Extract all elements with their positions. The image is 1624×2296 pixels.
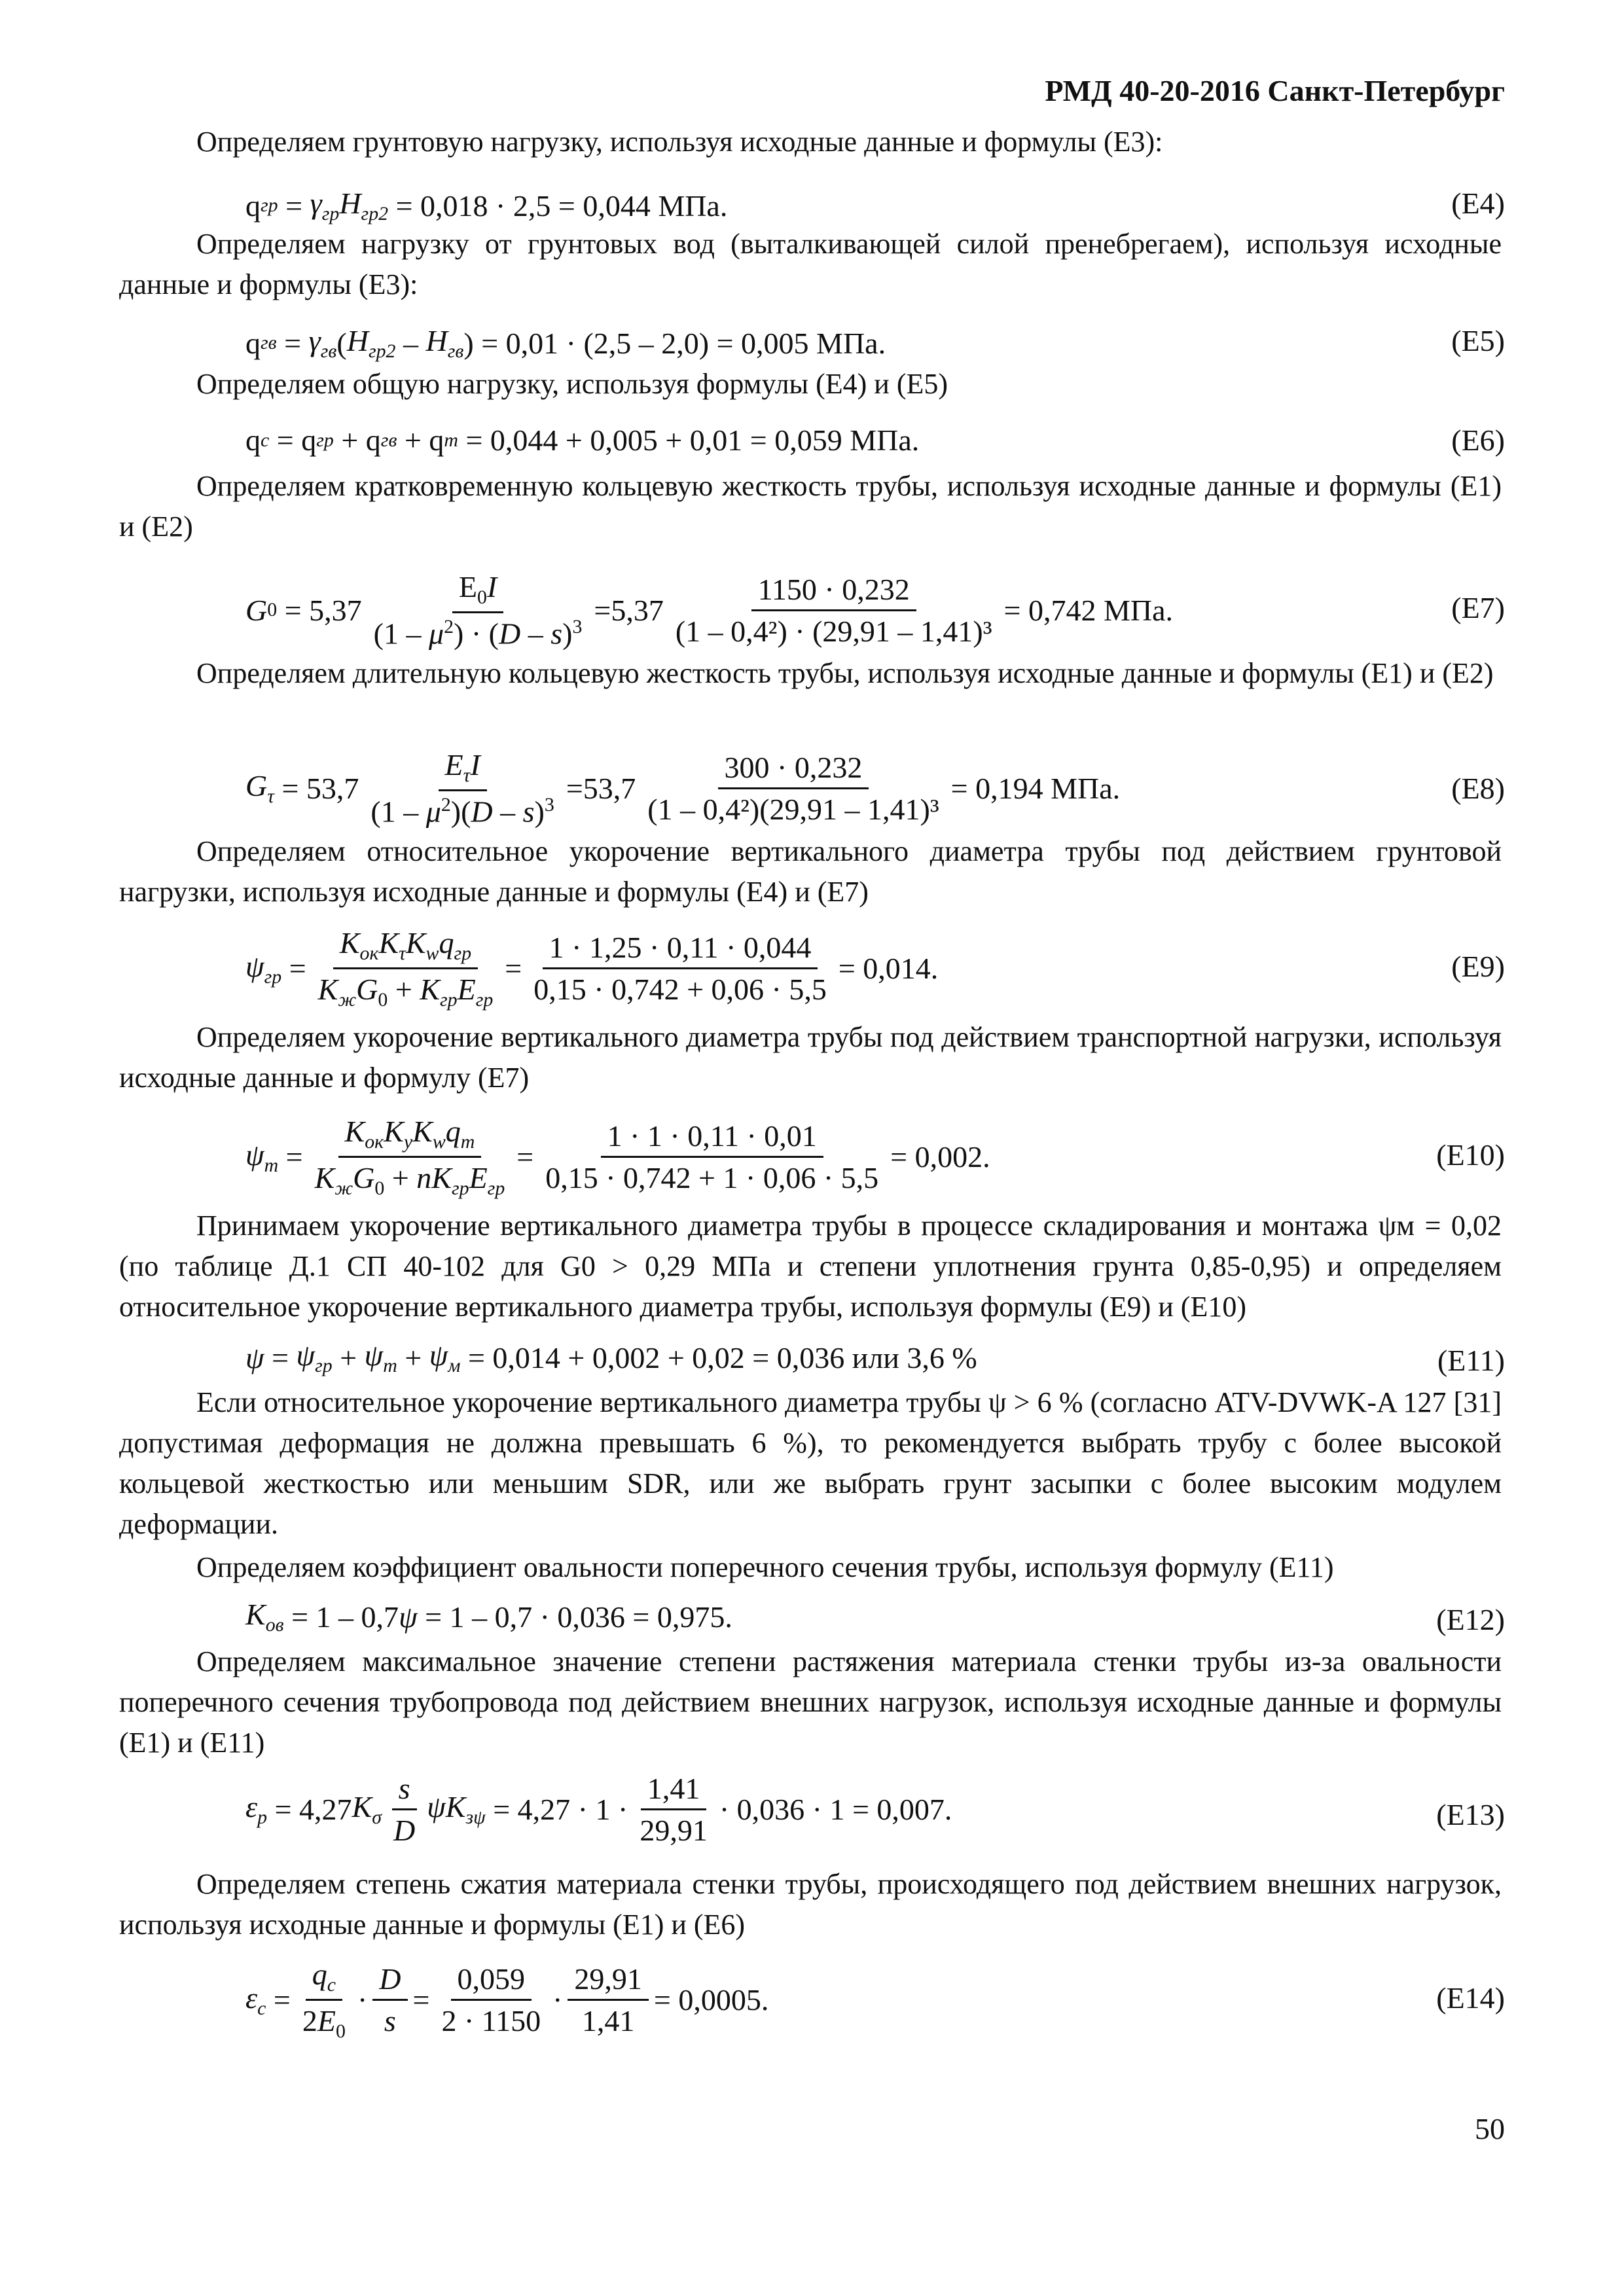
paragraph: Определяем кратковременную кольцевую жесткость трубы, используя исходные данные и формулы (Е1) и (Е2) bbox=[119, 470, 1502, 543]
equation-number: (Е12) bbox=[1436, 1603, 1505, 1636]
coefficient: 53,7 bbox=[583, 771, 636, 805]
paragraph: Принимаем укорочение вертикального диаметра трубы в процессе складирования и монтажа ψм = 0,02 (по таблице Д.1 СП 40-102 для G0 > 0,29 МПа и степени уплотнения грунта 0,85-0,95) и определяем относительное укорочение вертикального диаметра трубы, используя формулы (Е9) и (Е10) bbox=[119, 1210, 1502, 1323]
equation-number: (Е13) bbox=[1436, 1798, 1505, 1831]
equation-body: G 0 = 5,37 $\frac{E_0I}{(1 - \mu^2) \cdot (D - s)^3}$ = 5,37 $\frac{1150 \cdot 0,232}{\text{(1 – 0,4²) · (29,91 – 1,41)³}}$ = 0,742 МПа. bbox=[245, 570, 1174, 651]
equation-result: = 0,194 МПа. bbox=[950, 771, 1121, 805]
fraction: $\frac{1150 \cdot 0,232}{\text{(1 – 0,4²) · (29,91 – 1,41)³}}$ bbox=[675, 572, 992, 648]
equation-number: (Е10) bbox=[1436, 1138, 1505, 1172]
paragraph: Определяем относительное укорочение вертикального диаметра трубы под действием грунтовой нагрузки, используя исходные данные и формулы (Е4) и (Е7) bbox=[119, 835, 1502, 908]
paragraph: Определяем грунтовую нагрузку, используя исходные данные и формулы (Е3): bbox=[196, 126, 1163, 158]
paragraph: Определяем максимальное значение степени растяжения материала стенки трубы из-за овальности поперечного сечения трубопровода под действием внешних нагрузок, используя исходные данные и формулы (Е1) и (Е11) bbox=[119, 1645, 1502, 1759]
equation-result: = 0,014. bbox=[838, 952, 939, 986]
equation-number: (Е5) bbox=[1451, 324, 1505, 357]
page-number: 50 bbox=[1475, 2112, 1505, 2145]
paragraph: Определяем укорочение вертикального диаметра трубы под действием транспортной нагрузки, используя исходные данные и формулу (Е7) bbox=[119, 1021, 1502, 1094]
paragraph: Определяем общую нагрузку, используя формулы (Е4) и (Е5) bbox=[196, 368, 948, 400]
equation-result: · 0,036 · 1 = 0,007. bbox=[719, 1793, 952, 1826]
fraction: $\frac{300 \cdot 0,232}{\text{(1 – 0,4²)(29,91 – 1,41)³}}$ bbox=[647, 750, 939, 826]
fraction: $\frac{E_\tau I}{(1 - \mu^2)(D - s)^3}$ bbox=[370, 748, 554, 829]
paragraph: Если относительное укорочение вертикального диаметра трубы ψ > 6 % (согласно ATV-DVWK-A 127 [31] допустимая деформация не должна превышать 6 %), то рекомендуется выбрать трубу с более высокой кольцевой жесткостью или меньшим SDR, или же выбрать грунт засыпки с более высоким модулем деформации. bbox=[119, 1386, 1502, 1540]
equation-body: $\psi_т$ = $\frac{K_{ок}K_уK_wq_т}{K_жG_0 + nK_{гр}E_{гр}}$ = $\frac{1 \cdot 1 \cdot 0,11 \cdot 0,01}{0,15 \cdot 0,742 + 1 \cdot 0,06 \cdot 5,5}$ = 0,002. bbox=[245, 1115, 990, 1200]
fraction: $\frac{1 \cdot 1 \cdot 0,11 \cdot 0,01}{0,15 \cdot 0,742 + 1 \cdot 0,06 \cdot 5,5}$ bbox=[545, 1119, 879, 1195]
fraction: $\frac{s}{D}$ bbox=[387, 1771, 422, 1848]
equation-number: (Е6) bbox=[1451, 423, 1505, 457]
coefficient: 5,37 bbox=[611, 593, 664, 627]
equation-body: $K_{ов}$ = 1 – 0,7 ψ = 1 – 0,7 · 0,036 = 0,975. bbox=[245, 1598, 732, 1636]
fraction: $\frac{E_0I}{(1 - \mu^2) \cdot (D - s)^3}$ bbox=[373, 570, 583, 651]
fraction: $\frac{1,41}{29,91}$ bbox=[640, 1772, 708, 1847]
equation-result: = 0,0005. bbox=[653, 1983, 769, 2017]
equation-body: $\varepsilon_р$ = 4,27 $K_\sigma$ $\frac{s}{D}$ $\psi K_{з\psi}$ = 4,27 · 1 · $\frac{1,41}{29,91}$ · 0,036 · 1 = 0,007. bbox=[245, 1772, 952, 1847]
equation-number: (Е9) bbox=[1451, 950, 1505, 983]
equation-result: = 0,044 + 0,005 + 0,01 = 0,059 МПа. bbox=[465, 423, 920, 457]
fraction: $\frac{0,059}{2 \cdot 1150}$ bbox=[441, 1962, 541, 2038]
paragraph: Определяем нагрузку от грунтовых вод (выталкивающей силой пренебрегаем), используя исходные данные и формулы (Е3): bbox=[119, 228, 1502, 300]
equation-body: q гр = $\gamma_{гр}H_{гр2}$ = 0,018 · 2,5 = 0,044 МПа. bbox=[245, 187, 728, 225]
fraction: $\frac{1 \cdot 1,25 \cdot 0,11 \cdot 0,044}{0,15 \cdot 0,742 + 0,06 \cdot 5,5}$ bbox=[533, 931, 827, 1007]
fraction: $\frac{K_{ок}K_\tau K_wq_{гр}}{K_жG_0 + K_{гр}E_{гр}}$ bbox=[317, 926, 494, 1011]
equation-result: = 0,742 МПа. bbox=[1003, 593, 1174, 627]
equation-result: = 0,01 · (2,5 – 2,0) = 0,005 МПа. bbox=[481, 326, 886, 360]
fraction: $\frac{D}{s}$ bbox=[372, 1962, 407, 2038]
fraction: $\frac{29,91}{1,41}$ bbox=[568, 1962, 649, 2038]
equation-body: $\psi_{гр}$ = $\frac{K_{ок}K_\tau K_wq_{гр}}{K_жG_0 + K_{гр}E_{гр}}$ = $\frac{1 \cdot 1,25 \cdot 0,11 \cdot 0,044}{0,15 \cdot 0,742 + 0,06 \cdot 5,5}$ = 0,014. bbox=[245, 926, 939, 1011]
equation-number: (Е4) bbox=[1451, 187, 1505, 220]
equation-number: (Е7) bbox=[1451, 591, 1505, 624]
equation-result: = 1 – 0,7 · 0,036 = 0,975. bbox=[425, 1600, 732, 1634]
equation-number: (Е11) bbox=[1437, 1344, 1505, 1377]
document-header: РМД 40-20-2016 Санкт-Петербург bbox=[1045, 74, 1505, 107]
paragraph: Определяем длительную кольцевую жесткость трубы, используя исходные данные и формулы (Е1) и (Е2) bbox=[196, 657, 1494, 689]
paragraph: Определяем коэффициент овальности поперечного сечения трубы, используя формулу (Е11) bbox=[196, 1551, 1334, 1583]
equation-body: q с = q гр + q гв + q т = 0,044 + 0,005 + 0,01 = 0,059 МПа. bbox=[245, 423, 920, 457]
equation-result: = 0,018 · 2,5 = 0,044 МПа. bbox=[395, 188, 728, 223]
fraction: $\frac{K_{ок}K_уK_wq_т}{K_жG_0 + nK_{гр}E_{гр}}$ bbox=[314, 1115, 505, 1200]
equation-body: $G_\tau$ = 53,7 $\frac{E_\tau I}{(1 - \mu^2)(D - s)^3}$ = 53,7 $\frac{300 \cdot 0,232}{\text{(1 – 0,4²)(29,91 – 1,41)³}}$ = 0,194 МПа. bbox=[245, 748, 1121, 829]
equation-result: = 0,002. bbox=[890, 1140, 990, 1174]
fraction: $\frac{q_с}{2E_0}$ bbox=[302, 1958, 346, 2043]
paragraph: Определяем степень сжатия материала стенки трубы, происходящего под действием внешних нагрузок, используя исходные данные и формулы (Е1) и (Е6) bbox=[119, 1868, 1502, 1941]
equation-body: $\varepsilon_с$ = $\frac{q_с}{2E_0}$ · $\frac{D}{s}$ = $\frac{0,059}{2 \cdot 1150}$ · $\frac{29,91}{1,41}$ = 0,0005. bbox=[245, 1958, 769, 2043]
equation-result: = 0,014 + 0,002 + 0,02 = 0,036 или 3,6 % bbox=[467, 1340, 977, 1374]
equation-number: (Е8) bbox=[1451, 772, 1505, 805]
equation-body: q гв = $\gamma_{гв}$ ( $H_{гр2}$ – $H_{гв}$ ) = 0,01 · (2,5 – 2,0) = 0,005 МПа. bbox=[245, 324, 886, 363]
equation-number: (Е14) bbox=[1436, 1981, 1505, 2015]
equation-body: ψ = $\psi_{гр}$ + $\psi_т$ + $\psi_м$ = 0,014 + 0,002 + 0,02 = 0,036 или 3,6 % bbox=[245, 1338, 977, 1377]
